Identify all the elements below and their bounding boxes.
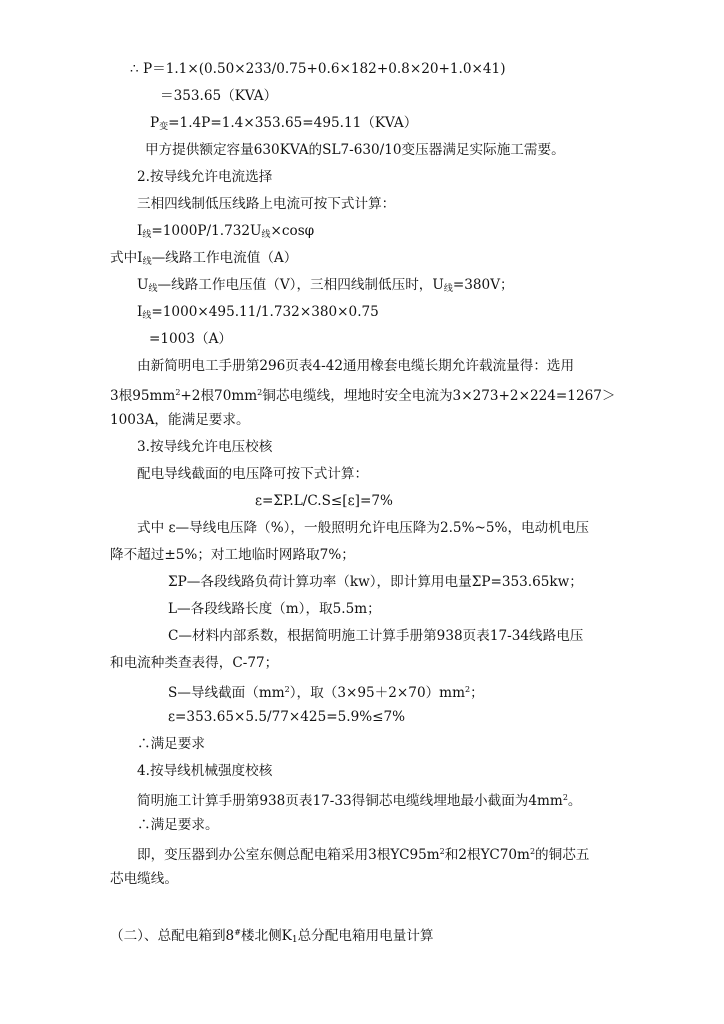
voltage-drop-formula: ε=ΣP.L/C.S≤[ε]=7% [255, 493, 393, 509]
section-heading-4: 4.按导线机械强度校核 [137, 763, 273, 779]
paragraph-cable-line3: 1003A，能满足要求。 [110, 412, 250, 428]
voltage-drop-result: ε=353.65×5.5/77×425=5.9%≤7% [168, 709, 406, 725]
formula-power: ∴ P＝1.1×(0.50×233/0.75+0.6×182+0.8×20+1.0×41) [130, 61, 506, 77]
definition-c-line2: 和电流种类查表得，C-77； [110, 655, 279, 671]
definition-c-line1: C—材料内部系数，根据简明施工计算手册第938页表17-34线路电压 [168, 628, 584, 644]
formula-power-result: ＝353.65（KVA） [160, 88, 278, 104]
definition-current: 式中I线—线路工作电流值（A） [110, 250, 298, 267]
summary-line2: 芯电缆线。 [110, 871, 178, 887]
current-calculation: I线=1000×495.11/1.732×380×0.75 [137, 304, 379, 321]
definition-epsilon-line1: 式中 ε—导线电压降（%），一般照明允许电压降为2.5%~5%，电动机电压 [137, 520, 590, 536]
definition-length: L—各段线路长度（m），取5.5m； [168, 601, 381, 617]
formula-transformer: P变=1.4P=1.4×353.65=495.11（KVA） [150, 115, 418, 132]
section-heading-3: 3.按导线允许电压校核 [137, 439, 273, 455]
conclusion-mechanical: ∴满足要求。 [137, 817, 219, 833]
definition-section: S—导线截面$(mm^2)$，取$(3\times 95+2\times 70)mm^2$； [168, 685, 484, 701]
mechanical-strength-text: 简明施工计算手册第938页表17-33得铜芯电缆线埋地最小截面为$4mm^2$。 [137, 793, 582, 809]
paragraph-cable-line2: 3根$95mm^2+2$根$70mm^2$铜芯电缆线，埋地时安全电流为3×273+2×224=1267＞ [110, 388, 616, 404]
section-heading-2: 2.按导线允许电流选择 [137, 169, 273, 185]
paragraph-cable-line1: 由新简明电工手册第296页表4-42通用橡套电缆长期允许载流量得：选用 [137, 358, 575, 374]
conclusion-voltage: ∴满足要求 [137, 736, 205, 752]
current-result: =1003（A） [149, 331, 232, 347]
definition-sum-p: ΣP—各段线路负荷计算功率（kw），即计算用电量ΣP=353.65kw； [168, 574, 583, 590]
current-formula-intro: 三相四线制低压线路上电流可按下式计算： [137, 196, 396, 212]
voltage-drop-intro: 配电导线截面的电压降可按下式计算： [137, 466, 369, 482]
definition-voltage: U线—线路工作电压值（V），三相四线制低压时，U线=380V； [137, 277, 514, 294]
definition-epsilon-line2: 降不超过±5%；对工地临时网路取7%； [110, 547, 355, 563]
summary-line1: 即，变压器到办公室东侧总配电箱采用3根$YC95m^2$和2根$YC70m^2$的铜芯五 [137, 847, 590, 863]
section-heading-part2: （二）、总配电箱到8#楼北侧K1总分配电箱用电量计算 [110, 928, 434, 945]
transformer-statement: 甲方提供额定容量630KVA的SL7-630/10变压器满足实际施工需要。 [145, 142, 565, 158]
current-formula: I线=1000P/1.732U线×cosφ [137, 223, 315, 240]
